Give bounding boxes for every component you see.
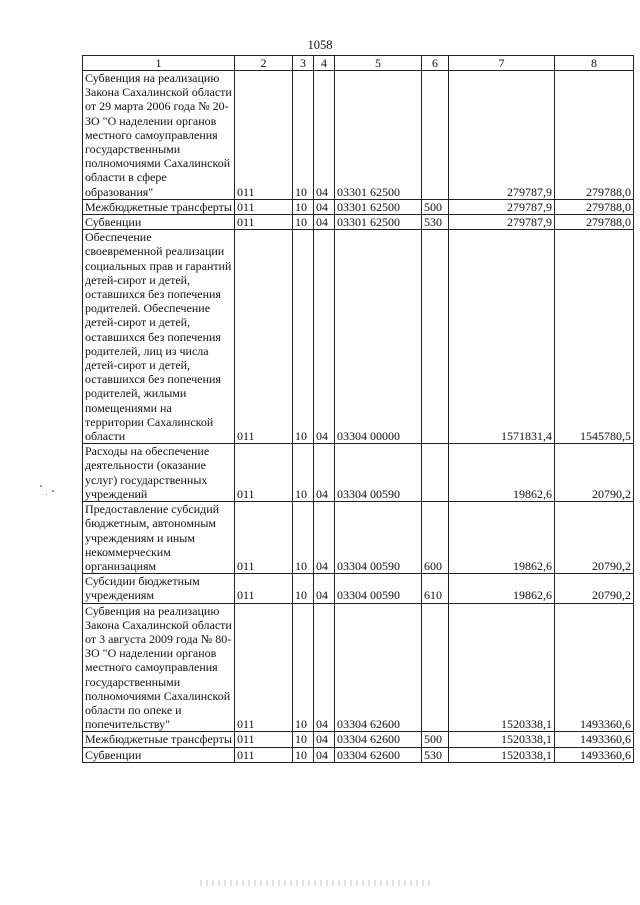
amount-cell: 279788,0 bbox=[555, 215, 634, 230]
code-cell: 03304 00590 bbox=[335, 444, 422, 502]
code-cell: 10 bbox=[293, 199, 314, 214]
amount-cell: 1520338,1 bbox=[449, 603, 555, 732]
code-cell: 04 bbox=[314, 71, 335, 200]
scan-smudge bbox=[200, 880, 430, 886]
page-number: 1058 bbox=[307, 38, 333, 52]
code-cell: 04 bbox=[314, 215, 335, 230]
table-row bbox=[83, 444, 634, 502]
code-cell: 03301 62500 bbox=[335, 199, 422, 214]
amount-cell: 20790,2 bbox=[555, 502, 634, 574]
row-name-cell: Расходы на обеспечение деятельности (оказание услуг) государственных учреждений bbox=[83, 444, 235, 502]
amount-cell: 19862,6 bbox=[449, 574, 555, 603]
amount-cell: 279787,9 bbox=[449, 199, 555, 214]
code-cell: 04 bbox=[314, 230, 335, 444]
code-cell: 10 bbox=[293, 230, 314, 444]
table-row bbox=[83, 502, 634, 574]
code-cell: 04 bbox=[314, 502, 335, 574]
code-cell: 03304 62600 bbox=[335, 747, 422, 762]
amount-cell: 279788,0 bbox=[555, 71, 634, 200]
column-header: 6 bbox=[422, 56, 449, 71]
code-cell: 04 bbox=[314, 747, 335, 762]
code-cell: 011 bbox=[235, 574, 293, 603]
code-cell bbox=[422, 444, 449, 502]
code-cell: 011 bbox=[235, 444, 293, 502]
code-cell bbox=[422, 230, 449, 444]
code-cell: 03304 00590 bbox=[335, 574, 422, 603]
amount-cell: 1545780,5 bbox=[555, 230, 634, 444]
code-cell: 011 bbox=[235, 71, 293, 200]
amount-cell: 19862,6 bbox=[449, 502, 555, 574]
row-name-cell: Субвенция на реализацию Закона Сахалинской области от 29 марта 2006 года № 20-ЗО "О наделении органов местного самоуправления государственными полномочиями Сахалинской области в сфере образования" bbox=[83, 71, 235, 200]
amount-cell: 1493360,6 bbox=[555, 603, 634, 732]
table-header-row bbox=[83, 56, 634, 71]
code-cell: 011 bbox=[235, 215, 293, 230]
column-header: 8 bbox=[555, 56, 634, 71]
amount-cell: 20790,2 bbox=[555, 574, 634, 603]
code-cell: 011 bbox=[235, 603, 293, 732]
code-cell: 500 bbox=[422, 199, 449, 214]
code-cell: 10 bbox=[293, 732, 314, 747]
code-cell: 10 bbox=[293, 603, 314, 732]
code-cell: 10 bbox=[293, 502, 314, 574]
table-row bbox=[83, 215, 634, 230]
row-name-cell: Межбюджетные трансферты bbox=[83, 199, 235, 214]
amount-cell: 19862,6 bbox=[449, 444, 555, 502]
row-name-cell: Субвенция на реализацию Закона Сахалинской области от 3 августа 2009 года № 80-ЗО "О наделении органов местного самоуправления государственными полномочиями Сахалинской области по опеке и попечительству" bbox=[83, 603, 235, 732]
code-cell: 10 bbox=[293, 747, 314, 762]
code-cell: 03304 00000 bbox=[335, 230, 422, 444]
table-row bbox=[83, 747, 634, 762]
row-name-cell: Субвенции bbox=[83, 747, 235, 762]
table-row bbox=[83, 199, 634, 214]
amount-cell: 1493360,6 bbox=[555, 747, 634, 762]
column-header: 4 bbox=[314, 56, 335, 71]
code-cell: 04 bbox=[314, 444, 335, 502]
code-cell: 04 bbox=[314, 199, 335, 214]
code-cell: 530 bbox=[422, 215, 449, 230]
scan-speck bbox=[40, 485, 42, 487]
code-cell: 04 bbox=[314, 603, 335, 732]
amount-cell: 1493360,6 bbox=[555, 732, 634, 747]
row-name-cell: Предоставление субсидий бюджетным, автономным учреждениям и иным некоммерческим организациям bbox=[83, 502, 235, 574]
amount-cell: 1571831,4 bbox=[449, 230, 555, 444]
scan-speck bbox=[52, 490, 54, 492]
table-row bbox=[83, 71, 634, 200]
code-cell bbox=[422, 71, 449, 200]
table-row bbox=[83, 574, 634, 603]
code-cell: 10 bbox=[293, 215, 314, 230]
scan-speck bbox=[46, 494, 47, 495]
amount-cell: 20790,2 bbox=[555, 444, 634, 502]
row-name-cell: Субвенции bbox=[83, 215, 235, 230]
column-header: 3 bbox=[293, 56, 314, 71]
row-name-cell: Субсидии бюджетным учреждениям bbox=[83, 574, 235, 603]
code-cell: 011 bbox=[235, 747, 293, 762]
amount-cell: 1520338,1 bbox=[449, 732, 555, 747]
budget-table bbox=[82, 55, 634, 763]
code-cell bbox=[422, 603, 449, 732]
table-row bbox=[83, 230, 634, 444]
table-row bbox=[83, 603, 634, 732]
code-cell: 03301 62500 bbox=[335, 71, 422, 200]
code-cell: 10 bbox=[293, 71, 314, 200]
code-cell: 530 bbox=[422, 747, 449, 762]
code-cell: 011 bbox=[235, 502, 293, 574]
code-cell: 011 bbox=[235, 732, 293, 747]
column-header: 1 bbox=[83, 56, 235, 71]
code-cell: 03304 62600 bbox=[335, 603, 422, 732]
amount-cell: 279787,9 bbox=[449, 71, 555, 200]
code-cell: 10 bbox=[293, 574, 314, 603]
code-cell: 600 bbox=[422, 502, 449, 574]
code-cell: 03301 62500 bbox=[335, 215, 422, 230]
code-cell: 500 bbox=[422, 732, 449, 747]
code-cell: 10 bbox=[293, 444, 314, 502]
code-cell: 011 bbox=[235, 199, 293, 214]
amount-cell: 279787,9 bbox=[449, 215, 555, 230]
row-name-cell: Обеспечение своевременной реализации социальных прав и гарантий детей-сирот и детей, оставшихся без попечения родителей. Обеспечение детей-сирот и детей, оставшихся без попечения родителей, лиц из числа детей-сирот и детей, оставшихся без попечения родителей, жилыми помещениями на территории Сахалинской области bbox=[83, 230, 235, 444]
column-header: 2 bbox=[235, 56, 293, 71]
column-header: 7 bbox=[449, 56, 555, 71]
amount-cell: 279788,0 bbox=[555, 199, 634, 214]
code-cell: 011 bbox=[235, 230, 293, 444]
code-cell: 03304 62600 bbox=[335, 732, 422, 747]
table-row bbox=[83, 732, 634, 747]
amount-cell: 1520338,1 bbox=[449, 747, 555, 762]
code-cell: 04 bbox=[314, 732, 335, 747]
code-cell: 610 bbox=[422, 574, 449, 603]
code-cell: 04 bbox=[314, 574, 335, 603]
column-header: 5 bbox=[335, 56, 422, 71]
code-cell: 03304 00590 bbox=[335, 502, 422, 574]
row-name-cell: Межбюджетные трансферты bbox=[83, 732, 235, 747]
